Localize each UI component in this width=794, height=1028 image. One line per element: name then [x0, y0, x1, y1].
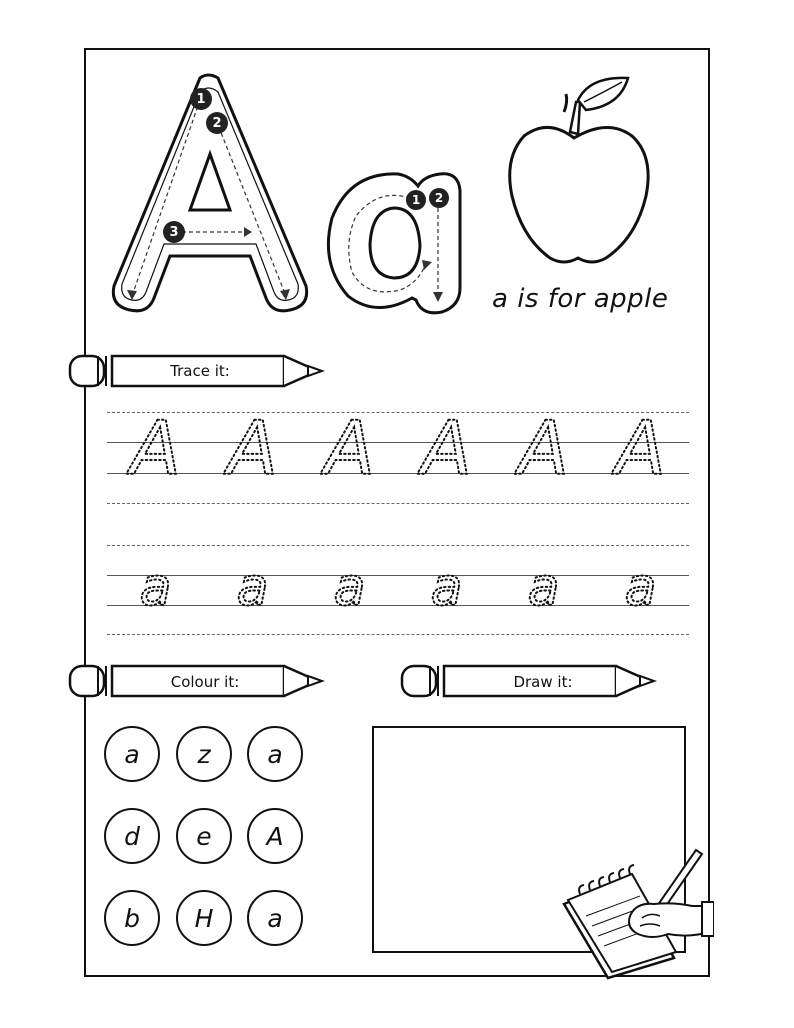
- colour-section-label: Colour it:: [170, 673, 240, 691]
- colour-circle[interactable]: e: [176, 808, 232, 864]
- colour-circle[interactable]: a: [104, 726, 160, 782]
- stroke-number-badge: 2: [206, 112, 228, 134]
- trace-row-lowercase: [107, 565, 689, 610]
- stroke-number-badge: 1: [190, 88, 212, 110]
- colour-circle[interactable]: H: [176, 890, 232, 946]
- trace-letter[interactable]: A: [518, 408, 569, 478]
- draw-section-label: Draw it:: [513, 673, 573, 691]
- colour-circle[interactable]: b: [104, 890, 160, 946]
- guide-line-top: [107, 545, 689, 546]
- stroke-number-badge: 2: [429, 188, 449, 208]
- colour-circle[interactable]: a: [247, 890, 303, 946]
- trace-letters-svg: [107, 408, 689, 478]
- guide-line-descender: [107, 503, 689, 504]
- uppercase-letter-outline: [104, 70, 316, 320]
- trace-letter[interactable]: A: [227, 408, 278, 478]
- hand-writing-notepad-icon: [556, 846, 714, 980]
- trace-letter[interactable]: a: [333, 565, 366, 610]
- apple-caption: a is for apple: [492, 284, 669, 314]
- colour-circle[interactable]: z: [176, 726, 232, 782]
- colour-circle[interactable]: d: [104, 808, 160, 864]
- trace-letter[interactable]: a: [527, 565, 560, 610]
- trace-letters-svg: [107, 565, 689, 610]
- trace-letter[interactable]: a: [139, 565, 172, 610]
- trace-letter[interactable]: A: [615, 408, 666, 478]
- trace-row-uppercase: [107, 408, 689, 478]
- trace-section-label: Trace it:: [170, 362, 230, 380]
- apple-icon: [504, 72, 654, 272]
- trace-letter[interactable]: a: [624, 565, 657, 610]
- trace-letter[interactable]: a: [430, 565, 463, 610]
- colour-circle[interactable]: A: [247, 808, 303, 864]
- trace-letter[interactable]: A: [130, 408, 181, 478]
- guide-line-descender: [107, 634, 689, 635]
- stroke-number-badge: 1: [406, 190, 426, 210]
- colour-circle[interactable]: a: [247, 726, 303, 782]
- stroke-number-badge: 3: [163, 221, 185, 243]
- trace-letter[interactable]: A: [421, 408, 472, 478]
- trace-letter[interactable]: a: [236, 565, 269, 610]
- trace-letter[interactable]: A: [324, 408, 375, 478]
